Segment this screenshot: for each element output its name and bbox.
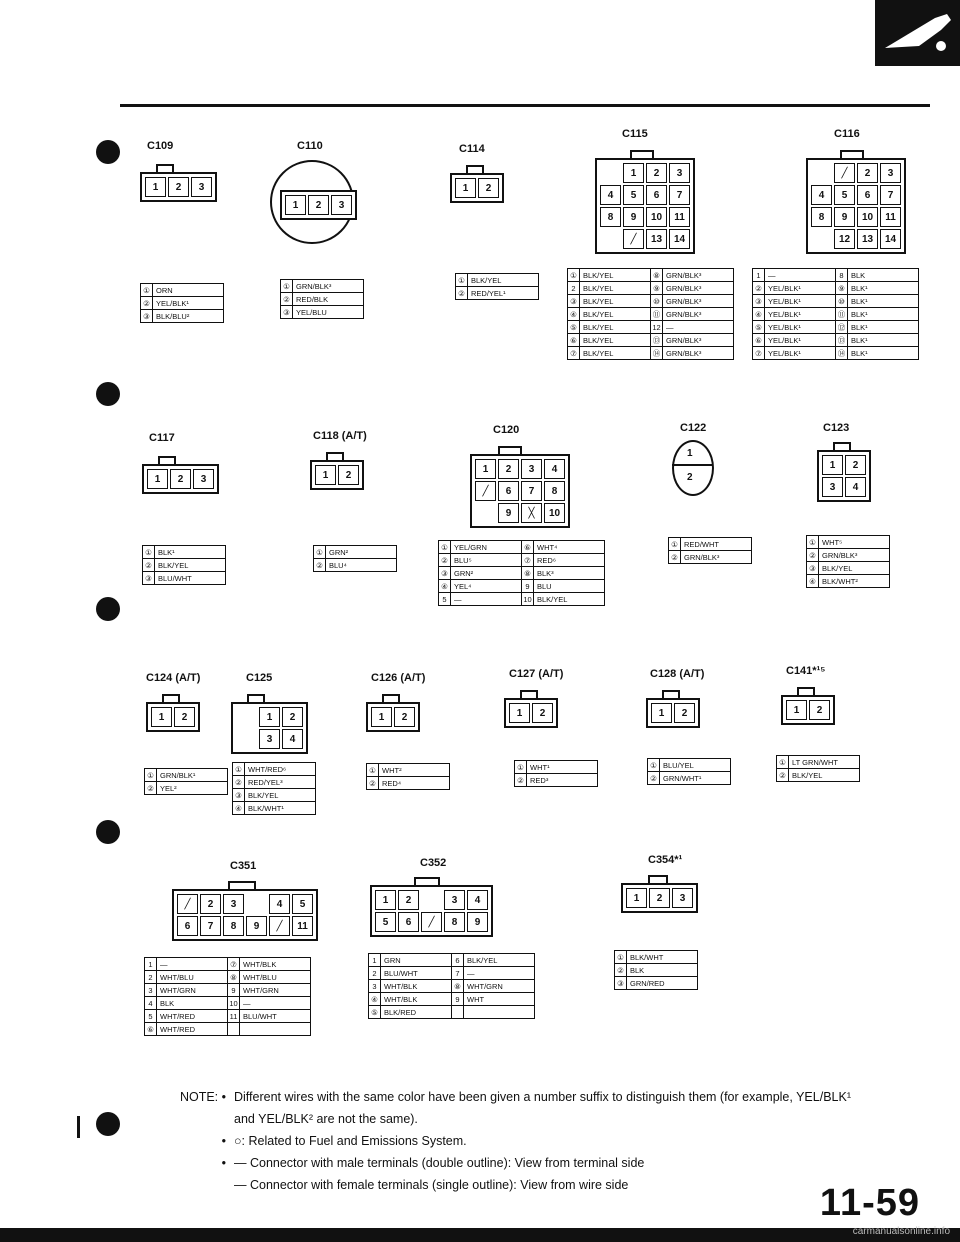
section-bullet-icon <box>96 382 120 406</box>
connector-label: C128 (A/T) <box>650 668 705 680</box>
note-bullet: • <box>221 1156 226 1170</box>
margin-mark <box>77 1116 80 1138</box>
connector-label: C120 <box>493 424 520 436</box>
connector-c122 <box>672 440 714 496</box>
connector-c115: 1 2 3 4 5 6 7 8 9 10 11 ╱ 13 14 <box>595 158 695 254</box>
wire-table-c110: ① GRN/BLK³ ② RED/BLK ③ YEL/BLU <box>280 279 364 319</box>
connector-c128: 1 2 <box>646 698 700 728</box>
connector-c127: 1 2 <box>504 698 558 728</box>
wire-table-c124: ① GRN/BLK¹ ② YEL² <box>144 768 228 795</box>
connector-label: C352 <box>420 857 447 869</box>
connector-label: C118 (A/T) <box>313 430 367 442</box>
section-bullet-icon <box>96 140 120 164</box>
connector-c117: 1 2 3 <box>142 464 219 494</box>
note-bullet: • <box>221 1134 226 1148</box>
wire-table-c115: ① BLK/YEL ⑧ GRN/BLK³ 2 BLK/YEL ⑨ GRN/BLK³ ③ BLK/YEL ⑩ GRN/BLK³ ④ BLK/YEL ⑪ GRN/BLK³ ⑤ BLK/YEL 12 — ⑥ BLK/YEL ⑬ GRN/BLK³ ⑦ BLK/YEL ⑭ GRN/BLK³ <box>567 268 734 360</box>
connector-c110: 1 2 3 <box>280 190 357 220</box>
section-bullet-icon <box>96 820 120 844</box>
connector-c116: ╱ 2 3 4 5 6 7 8 9 10 11 12 13 14 <box>806 158 906 254</box>
header-rule <box>120 104 930 107</box>
divider <box>672 464 712 466</box>
connector-c123: 1 2 3 4 <box>817 450 871 502</box>
note-text: ○: Related to Fuel and Emissions System. <box>234 1134 467 1148</box>
connector-label: C125 <box>246 672 273 684</box>
footer-bar <box>0 1228 960 1242</box>
connector-c126: 1 2 <box>366 702 420 732</box>
connector-label: C124 (A/T) <box>146 672 201 684</box>
wire-table-c118: ① GRN² ② BLU⁴ <box>313 545 397 572</box>
connector-c351: ╱ 2 3 4 5 6 7 8 9 ╱ 11 <box>172 889 318 941</box>
page-number: 11-59 <box>819 1182 920 1224</box>
section-logo-icon <box>875 0 960 66</box>
connector-c125: 1 2 3 4 <box>231 702 308 754</box>
notes-block <box>150 1086 940 1196</box>
wire-table-c117: ① BLK¹ ② BLK/YEL ③ BLU/WHT <box>142 545 226 585</box>
wire-table-c128: ① BLU/YEL ② GRN/WHT¹ <box>647 758 731 785</box>
notes-heading: NOTE: • <box>179 1090 226 1104</box>
wire-table-c122: ① RED/WHT ② GRN/BLK³ <box>668 537 752 564</box>
connector-label: C110 <box>297 140 323 152</box>
pin-label: 1 <box>687 448 693 459</box>
wire-table-c126: ① WHT² ② RED⁴ <box>366 763 450 790</box>
connector-label: C116 <box>834 128 860 140</box>
note-text: — Connector with male terminals (double outline): View from terminal side <box>234 1156 645 1170</box>
connector-label: C115 <box>622 128 648 140</box>
wire-table-c116: 1 — 8 BLK ② YEL/BLK¹ ⑨ BLK¹ ③ YEL/BLK¹ ⑩ BLK¹ ④ YEL/BLK¹ ⑪ BLK¹ ⑤ YEL/BLK¹ ⑫ BLK¹ ⑥ YEL/BLK¹ ⑬ BLK¹ ⑦ YEL/BLK¹ ⑭ BLK¹ <box>752 268 919 360</box>
wire-table-c109: ① ORN ② YEL/BLK¹ ③ BLK/BLU² <box>140 283 224 323</box>
connector-label: C122 <box>680 422 707 434</box>
connector-c354: 1 2 3 <box>621 883 698 913</box>
watermark: carmanualsonline.info <box>852 1226 950 1237</box>
connector-c124: 1 2 <box>146 702 200 732</box>
wire-table-c125: ① WHT/RED⁶ ② RED/YEL³ ③ BLK/YEL ④ BLK/WHT¹ <box>232 762 316 815</box>
connector-label: C126 (A/T) <box>371 672 426 684</box>
wire-table-c114: ① BLK/YEL ② RED/YEL¹ <box>455 273 539 300</box>
connector-label: C141*¹⁵ <box>786 665 826 677</box>
note-text: and YEL/BLK² are not the same). <box>234 1112 418 1126</box>
section-bullet-icon <box>96 597 120 621</box>
wire-table-c354: ① BLK/WHT ② BLK ③ GRN/RED <box>614 950 698 990</box>
connector-label: C351 <box>230 860 257 872</box>
connector-label: C114 <box>459 143 485 155</box>
connector-label: C354*¹ <box>648 854 683 866</box>
connector-c114: 1 2 <box>450 173 504 203</box>
wire-table-c141: ① LT GRN/WHT ② BLK/YEL <box>776 755 860 782</box>
section-bullet-icon <box>96 1112 120 1136</box>
connector-label: C117 <box>149 432 175 444</box>
connector-c118: 1 2 <box>310 460 364 490</box>
connector-c120: 1 2 3 4 ╱ 6 7 8 9 ╳ 10 <box>470 454 570 528</box>
connector-label: C123 <box>823 422 850 434</box>
connector-c141: 1 2 <box>781 695 835 725</box>
wire-table-c352: 1 GRN 6 BLK/YEL 2 BLU/WHT 7 — 3 WHT/BLK ⑧ WHT/GRN ④ WHT/BLK 9 WHT ⑤ BLK/RED <box>368 953 535 1019</box>
wire-table-c127: ① WHT¹ ② RED³ <box>514 760 598 787</box>
note-text: — Connector with female terminals (single outline): View from wire side <box>234 1178 629 1192</box>
connector-label: C127 (A/T) <box>509 668 564 680</box>
connector-c352: 1 2 3 4 5 6 ╱ 8 9 <box>370 885 493 937</box>
pin-label: 2 <box>687 472 693 483</box>
wire-table-c120: ① YEL/GRN ⑥ WHT⁴ ② BLU⁵ ⑦ RED⁶ ③ GRN² ⑧ BLK³ ④ YEL⁴ 9 BLU 5 — 10 BLK/YEL <box>438 540 605 606</box>
connector-c109: 1 2 3 <box>140 172 217 202</box>
wire-table-c351: 1 — ⑦ WHT/BLK 2 WHT/BLU ⑧ WHT/BLU 3 WHT/GRN 9 WHT/GRN 4 BLK 10 — 5 WHT/RED 11 BLU/WHT ⑥ WHT/RED <box>144 957 311 1036</box>
note-text: Different wires with the same color have been given a number suffix to distinguish them (for example, YEL/BLK¹ <box>234 1090 851 1104</box>
connector-label: C109 <box>147 140 174 152</box>
wire-table-c123: ① WHT⁵ ② GRN/BLK³ ③ BLK/YEL ④ BLK/WHT² <box>806 535 890 588</box>
